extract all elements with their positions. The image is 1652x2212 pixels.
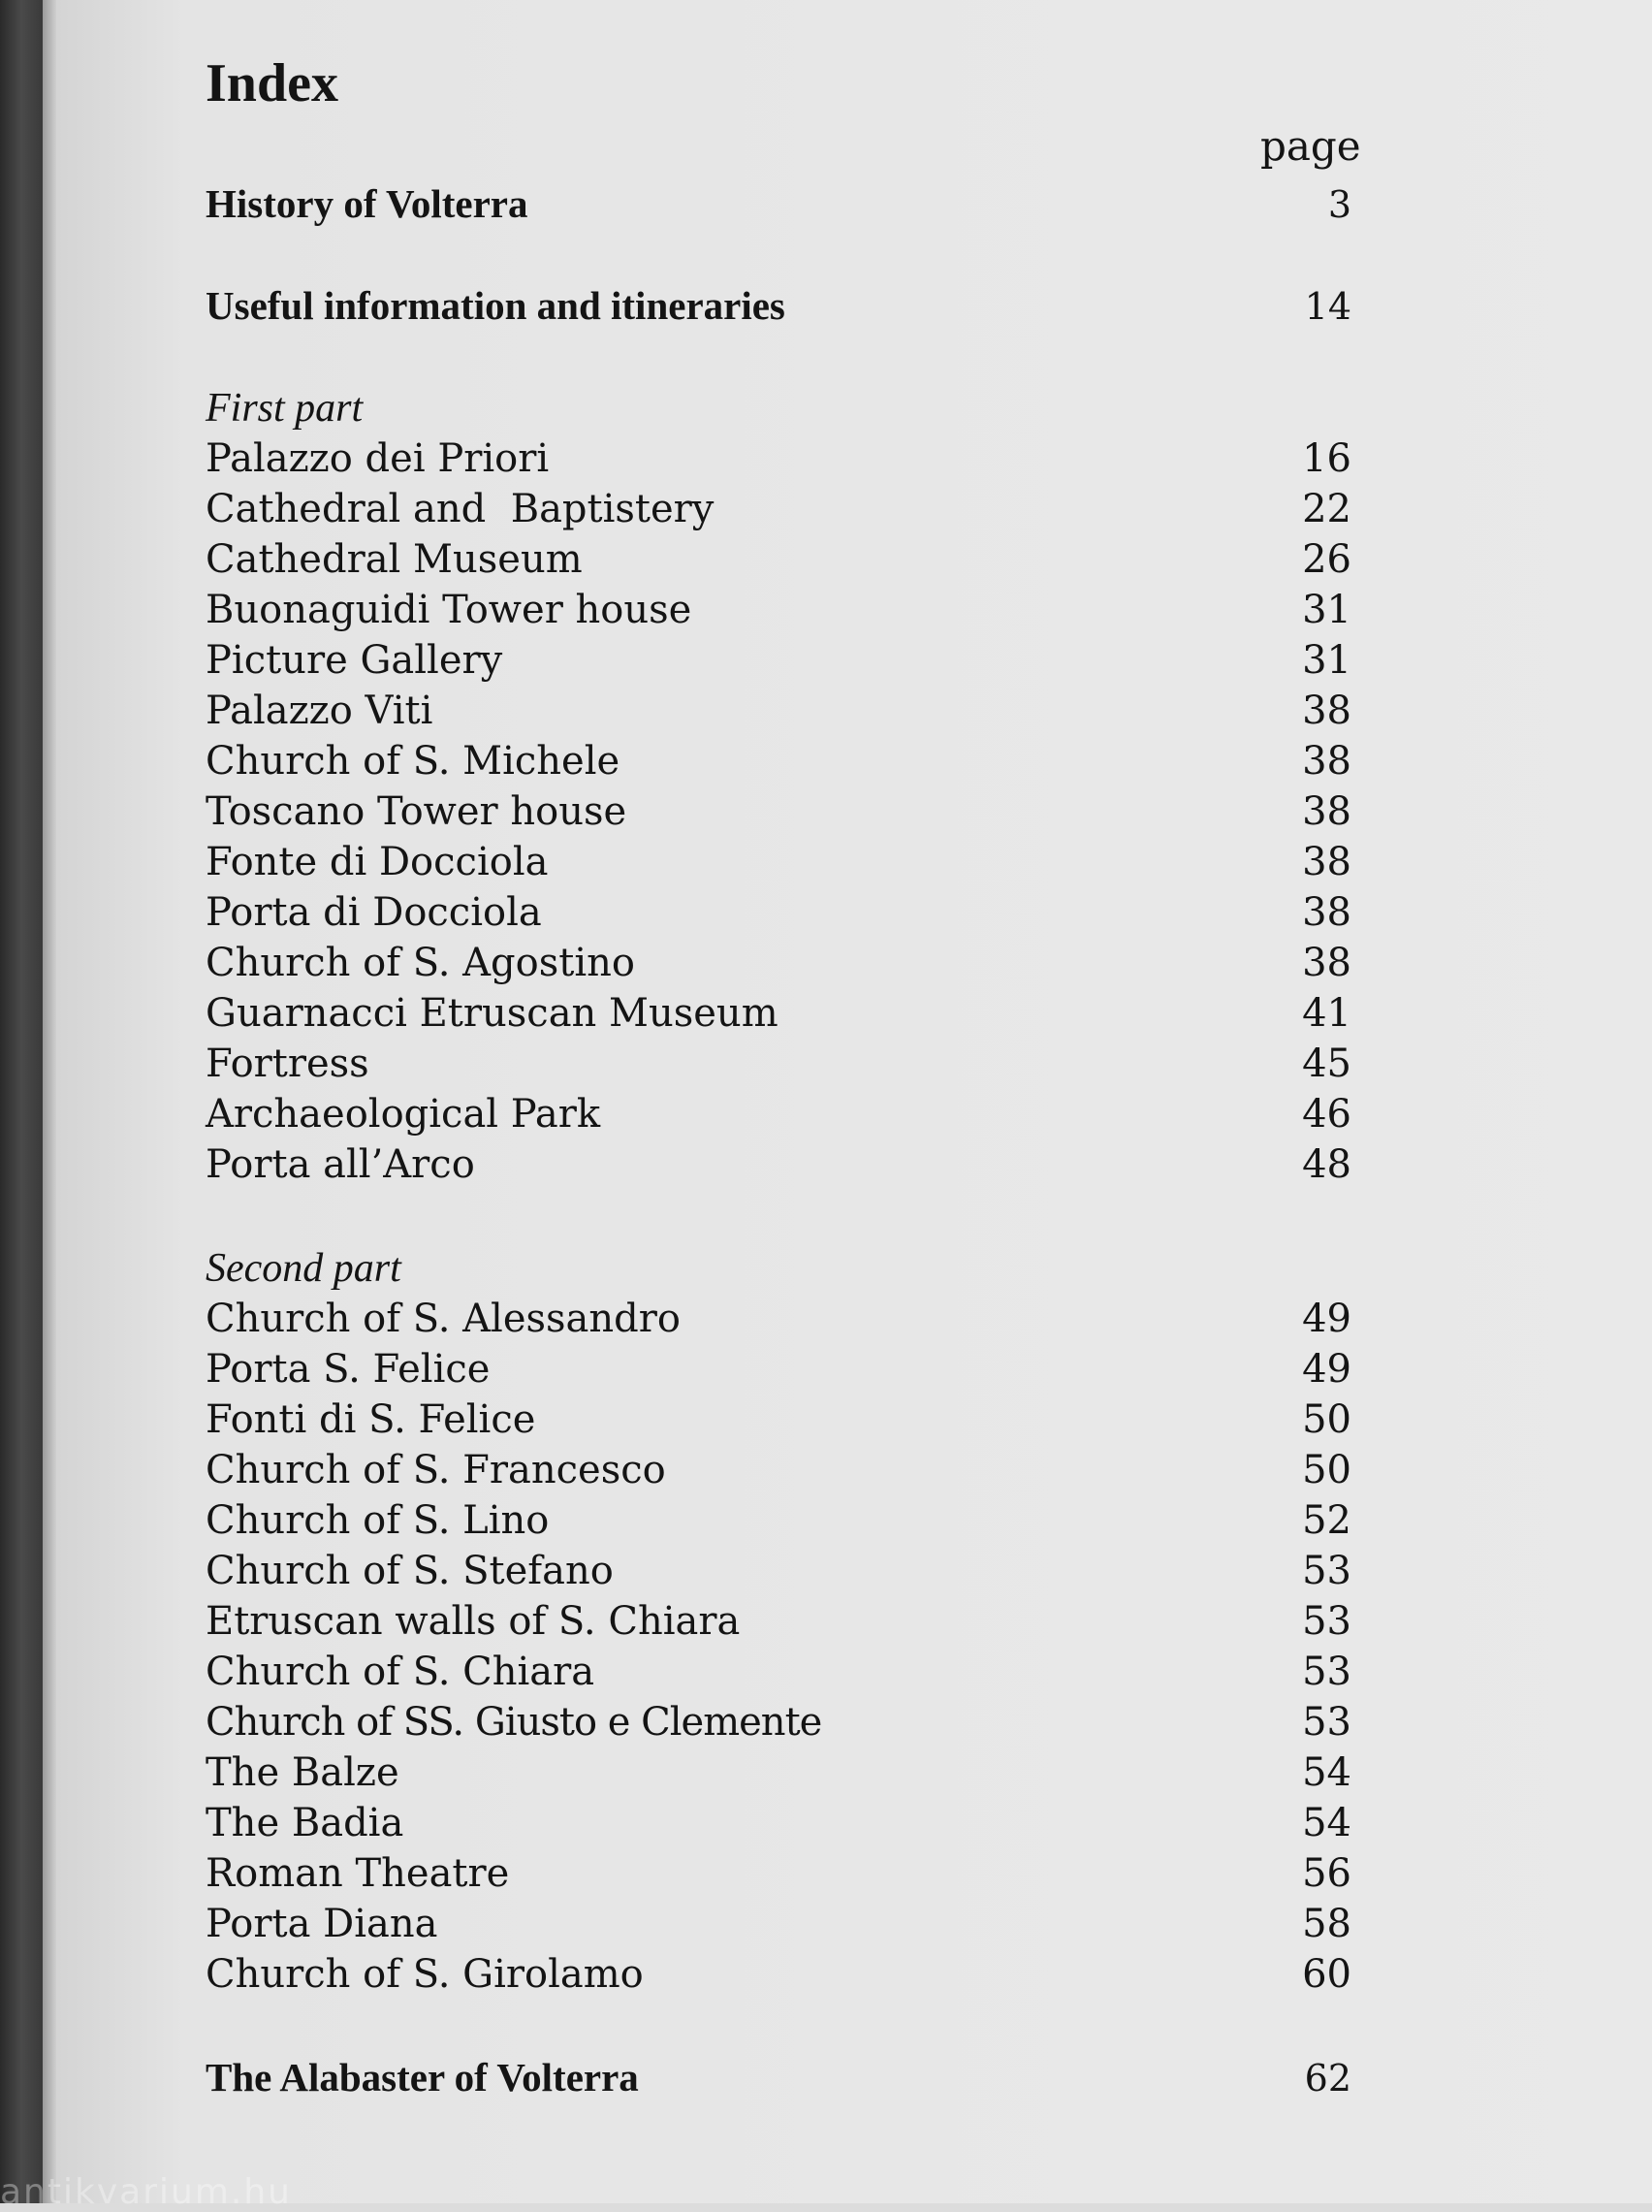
entry-label: The Balze — [206, 1750, 399, 1795]
entry-page-number: 49 — [1302, 1297, 1351, 1341]
entry-page-number: 52 — [1302, 1498, 1351, 1543]
entry-page-number: 53 — [1302, 1599, 1351, 1644]
entry-page-number: 26 — [1302, 537, 1351, 582]
section-label: The Alabaster of Volterra — [206, 2055, 639, 2100]
entry-label: Church of S. Lino — [206, 1498, 550, 1543]
entry-page-number: 50 — [1302, 1397, 1351, 1442]
entry-label: Fonti di S. Felice — [206, 1397, 536, 1442]
entry-label: Etruscan walls of S. Chiara — [206, 1599, 741, 1644]
index-entry — [206, 686, 1351, 736]
page-title: Index — [206, 53, 338, 113]
entry-label: Church of S. Chiara — [206, 1650, 595, 1694]
entry-label: Church of S. Alessandro — [206, 1297, 681, 1341]
index-entry — [206, 1848, 1351, 1899]
entry-page-number: 45 — [1302, 1042, 1351, 1086]
entry-page-number: 31 — [1302, 588, 1351, 632]
entry-label: Church of S. Girolamo — [206, 1952, 644, 1997]
entry-label: Picture Gallery — [206, 638, 503, 683]
entry-label: Cathedral Museum — [206, 537, 583, 582]
index-entry — [206, 484, 1351, 534]
entry-page-number: 41 — [1302, 991, 1351, 1036]
entry-page-number: 38 — [1302, 789, 1351, 834]
index-entry — [206, 1344, 1351, 1395]
entry-page-number: 49 — [1302, 1347, 1351, 1392]
entry-page-number: 22 — [1302, 487, 1351, 531]
index-entry — [206, 887, 1351, 938]
index-entry — [206, 837, 1351, 887]
entry-page-number: 38 — [1302, 840, 1351, 884]
index-entry — [206, 433, 1351, 484]
index-entry — [206, 1798, 1351, 1848]
entry-label: Palazzo dei Priori — [206, 436, 550, 481]
entry-page-number: 38 — [1302, 941, 1351, 985]
entry-label: Buonaguidi Tower house — [206, 588, 692, 632]
entry-page-number: 53 — [1302, 1549, 1351, 1593]
entry-label: Porta Diana — [206, 1902, 438, 1946]
index-entry — [206, 1294, 1351, 1344]
index-entry — [206, 1546, 1351, 1596]
index-entry — [206, 1495, 1351, 1546]
index-entry — [206, 1139, 1351, 1190]
entry-label: Porta S. Felice — [206, 1347, 491, 1392]
entry-label: Church of S. Francesco — [206, 1448, 666, 1492]
entry-page-number: 54 — [1302, 1801, 1351, 1845]
index-entry — [206, 1445, 1351, 1495]
entry-label: Cathedral and Baptistery — [206, 487, 715, 531]
section-page-number: 3 — [1327, 183, 1351, 226]
section-label: Useful information and itineraries — [206, 283, 785, 328]
index-entry — [206, 786, 1351, 837]
entry-page-number: 46 — [1302, 1092, 1351, 1137]
entry-label: Toscano Tower house — [206, 789, 627, 834]
index-entry — [206, 1089, 1351, 1139]
entry-page-number: 50 — [1302, 1448, 1351, 1492]
index-entry — [206, 1596, 1351, 1647]
entry-page-number: 56 — [1302, 1851, 1351, 1896]
index-entry — [206, 585, 1351, 635]
entry-label: Fortress — [206, 1042, 369, 1086]
index-entry — [206, 1899, 1351, 1949]
entry-label: Church of S. Agostino — [206, 941, 635, 985]
entry-page-number: 38 — [1302, 739, 1351, 784]
index-entry — [206, 1949, 1351, 2000]
entry-page-number: 53 — [1302, 1700, 1351, 1745]
watermark: antikvarium.hu — [0, 2172, 292, 2212]
index-entry — [206, 1747, 1351, 1798]
page-column-label: page — [1260, 122, 1361, 170]
second-part-heading: Second part — [206, 1246, 401, 1291]
entry-page-number: 54 — [1302, 1750, 1351, 1795]
entry-label: Church of SS. Giusto e Clemente — [206, 1700, 822, 1745]
page-edge — [43, 0, 56, 2203]
entry-page-number: 38 — [1302, 689, 1351, 733]
section-page-number: 14 — [1304, 285, 1351, 328]
entry-label: Porta di Docciola — [206, 890, 542, 935]
index-entry — [206, 1395, 1351, 1445]
entry-label: Church of S. Stefano — [206, 1549, 614, 1593]
first-part-heading: First part — [206, 386, 364, 431]
entry-label: Church of S. Michele — [206, 739, 620, 784]
entry-page-number: 53 — [1302, 1650, 1351, 1694]
book-spine — [0, 0, 43, 2203]
index-entry — [206, 534, 1351, 585]
index-entry — [206, 938, 1351, 988]
section-page-number: 62 — [1304, 2057, 1351, 2100]
entry-label: Guarnacci Etruscan Museum — [206, 991, 778, 1036]
entry-label: Archaeological Park — [206, 1092, 601, 1137]
index-entry — [206, 988, 1351, 1039]
entry-label: The Badia — [206, 1801, 404, 1845]
index-entry — [206, 1697, 1351, 1747]
entry-page-number: 31 — [1302, 638, 1351, 683]
entry-page-number: 38 — [1302, 890, 1351, 935]
section-alabaster-row — [206, 2052, 1351, 2102]
entry-label: Fonte di Docciola — [206, 840, 549, 884]
entry-label: Palazzo Viti — [206, 689, 433, 733]
index-entry — [206, 1647, 1351, 1697]
section-label: History of Volterra — [206, 181, 528, 226]
entry-page-number: 60 — [1302, 1952, 1351, 1997]
entry-page-number: 58 — [1302, 1902, 1351, 1946]
entry-label: Porta all’Arco — [206, 1142, 475, 1187]
section-useful-row — [206, 280, 1351, 331]
index-entry — [206, 635, 1351, 686]
entry-page-number: 16 — [1302, 436, 1351, 481]
index-entry — [206, 736, 1351, 786]
index-entry — [206, 1039, 1351, 1089]
section-history-row — [206, 178, 1351, 229]
entry-label: Roman Theatre — [206, 1851, 510, 1896]
entry-page-number: 48 — [1302, 1142, 1351, 1187]
